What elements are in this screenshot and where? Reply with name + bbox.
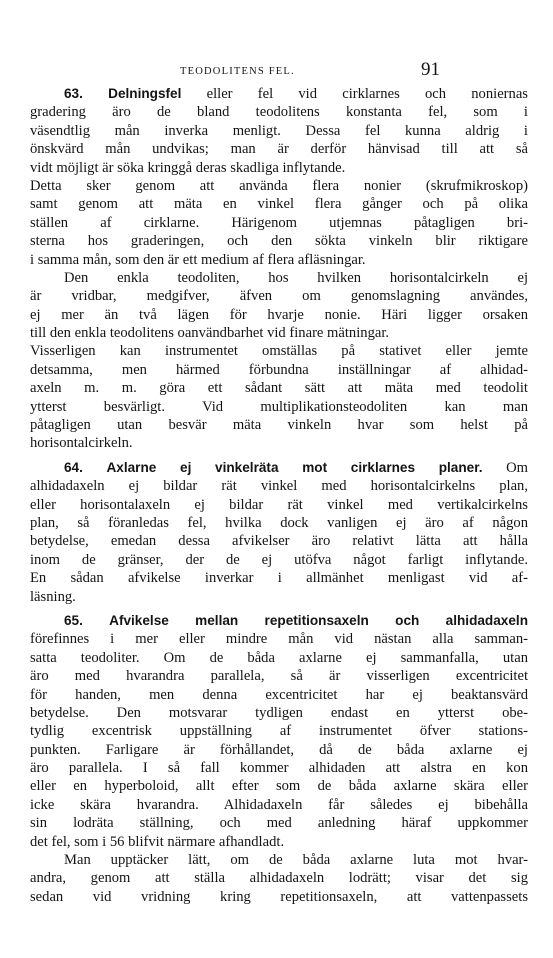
text-line: det fel, som i 56 blifvit närmare afhandladt.	[30, 833, 285, 850]
running-head	[0, 59, 553, 82]
section-title: Axlarne ej vinkelräta mot cirklarnes planer.	[106, 459, 483, 475]
text-line: detsamma, men härmed förbundna inställningar af alhidad-	[30, 361, 528, 378]
section-63	[30, 85, 528, 453]
text-line: vidt möjligt är söka kringgå deras skadliga inflytande.	[30, 159, 346, 176]
text-line: eller fel vid cirklarnes och noniernas	[181, 86, 528, 102]
text-line: inom de gränser, der de ej utöfva något farligt inflytande.	[30, 551, 528, 568]
text-line: Man upptäcker lätt, om de båda axlarne luta mot hvar-	[64, 852, 528, 869]
text-line: Om	[482, 459, 528, 476]
text-line: eller horisontalaxeln ej bildar rät vinkel med vertikalcirkelns	[30, 496, 528, 513]
section-title: Delningsfel	[108, 86, 182, 101]
section-number: 63.	[64, 86, 83, 101]
text-line: satta teodoliter. Om de båda axlarne ej sammanfalla, utan	[30, 649, 528, 666]
section-title: Afvikelse mellan repetitionsaxeln och alhidadaxeln	[109, 612, 528, 628]
text-line: äro med hvarandra parallela, så är visserligen excentricitet	[30, 668, 528, 685]
section-number: 65.	[64, 612, 83, 628]
text-line: förefinnes i mer eller mindre mån vid nästan alla samman-	[30, 631, 528, 648]
text-line: Detta sker genom att använda flera nonier (skrufmikroskop)	[30, 177, 528, 194]
section-heading-line	[30, 459, 528, 477]
text-line: sedan vid vridning kring repetitionsaxeln, att vattenpassets	[30, 888, 528, 905]
text-line: ställen af cirklarne. Härigenom utjemnas påtagligen bri-	[30, 214, 528, 231]
text-line: önskvärd mån undvikas; man är derför hänvisad till att så	[30, 141, 528, 158]
text-line: punkten. Farligare är förhållandet, då de båda axlarne ej	[30, 741, 528, 758]
text-line: för handen, men denna excentricitet har ej beaktansvärd	[30, 686, 528, 703]
text-line: horisontalcirkeln.	[30, 435, 133, 452]
text-line: betydelse. Den motsvarar tydligen endast en ytterst obe-	[30, 704, 528, 721]
text-line: ytterst besvärligt. Vid multiplikationsteodoliten kan man	[30, 398, 528, 415]
page-number: 91	[421, 59, 440, 80]
section-number: 64.	[64, 459, 83, 475]
section-64	[30, 459, 528, 606]
text-line: är vridbar, medgifver, äfven om genomslagning användes,	[30, 288, 528, 305]
text-line: ej mer än två lägen för hvarje nonie. Häri ligger orsaken	[30, 306, 528, 323]
text-line: eller en hyperboloid, allt efter som de båda axlarne skära eller	[30, 778, 528, 795]
text-line: samt genom att mäta en vinkel flera gånger och på olika	[30, 196, 528, 213]
section-65	[30, 612, 528, 906]
text-line: plan, så föranledas fel, hvilka dock vanligen ej äro af någon	[30, 514, 528, 531]
text-line: sin lodräta ställning, och med anledning häraf uppkommer	[30, 815, 528, 832]
text-line: tydlig excentrisk uppställning af instrumentet öfver stations-	[30, 723, 528, 740]
text-line: sterna hos graderingen, och den sökta vinkeln blir riktigare	[30, 233, 528, 250]
text-line: till den enkla teodolitens oanvändbarhet vid finare mätningar.	[30, 325, 390, 342]
text-line: gradering äro de bland teodolitens konstanta fel, som i	[30, 104, 528, 121]
text-line: påtagligen utan besvär mäta vinkeln hvar som helst på	[30, 417, 528, 434]
text-line: i samma mån, som den är ett medium af flera afläsningar.	[30, 251, 366, 268]
text-line: alhidadaxeln ej bildar rät vinkel med horisontalcirkelns plan,	[30, 478, 528, 495]
text-line: äro parallela. I så fall kommer alhidaden att alstra en kon	[30, 760, 528, 777]
body-text	[30, 85, 528, 906]
text-line: andra, genom att ställa alhidadaxeln lodrätt; visar det sig	[30, 870, 528, 887]
section-heading-line	[30, 85, 528, 103]
section-heading-line	[30, 612, 528, 630]
text-line: betydelse, emedan dessa afvikelser äro relativt lätta att hålla	[30, 533, 528, 550]
text-line: läsning.	[30, 588, 76, 605]
text-line: Visserligen kan instrumentet omställas på stativet eller jemte	[30, 343, 528, 360]
text-line: axeln m. m. göra ett sådant sätt att mäta med teodolit	[30, 380, 528, 397]
text-line: En sådan afvikelse inverkar i allmänhet menligast vid af-	[30, 570, 528, 587]
running-head-title: TEODOLITENS FEL.	[180, 66, 295, 77]
text-line: icke skära hvarandra. Alhidadaxeln får således ej bibehålla	[30, 796, 528, 813]
text-line: väsendtlig mån inverka menligt. Dessa fel kunna aldrig i	[30, 122, 528, 139]
text-line: Den enkla teodoliten, hos hvilken horisontalcirkeln ej	[64, 269, 528, 286]
